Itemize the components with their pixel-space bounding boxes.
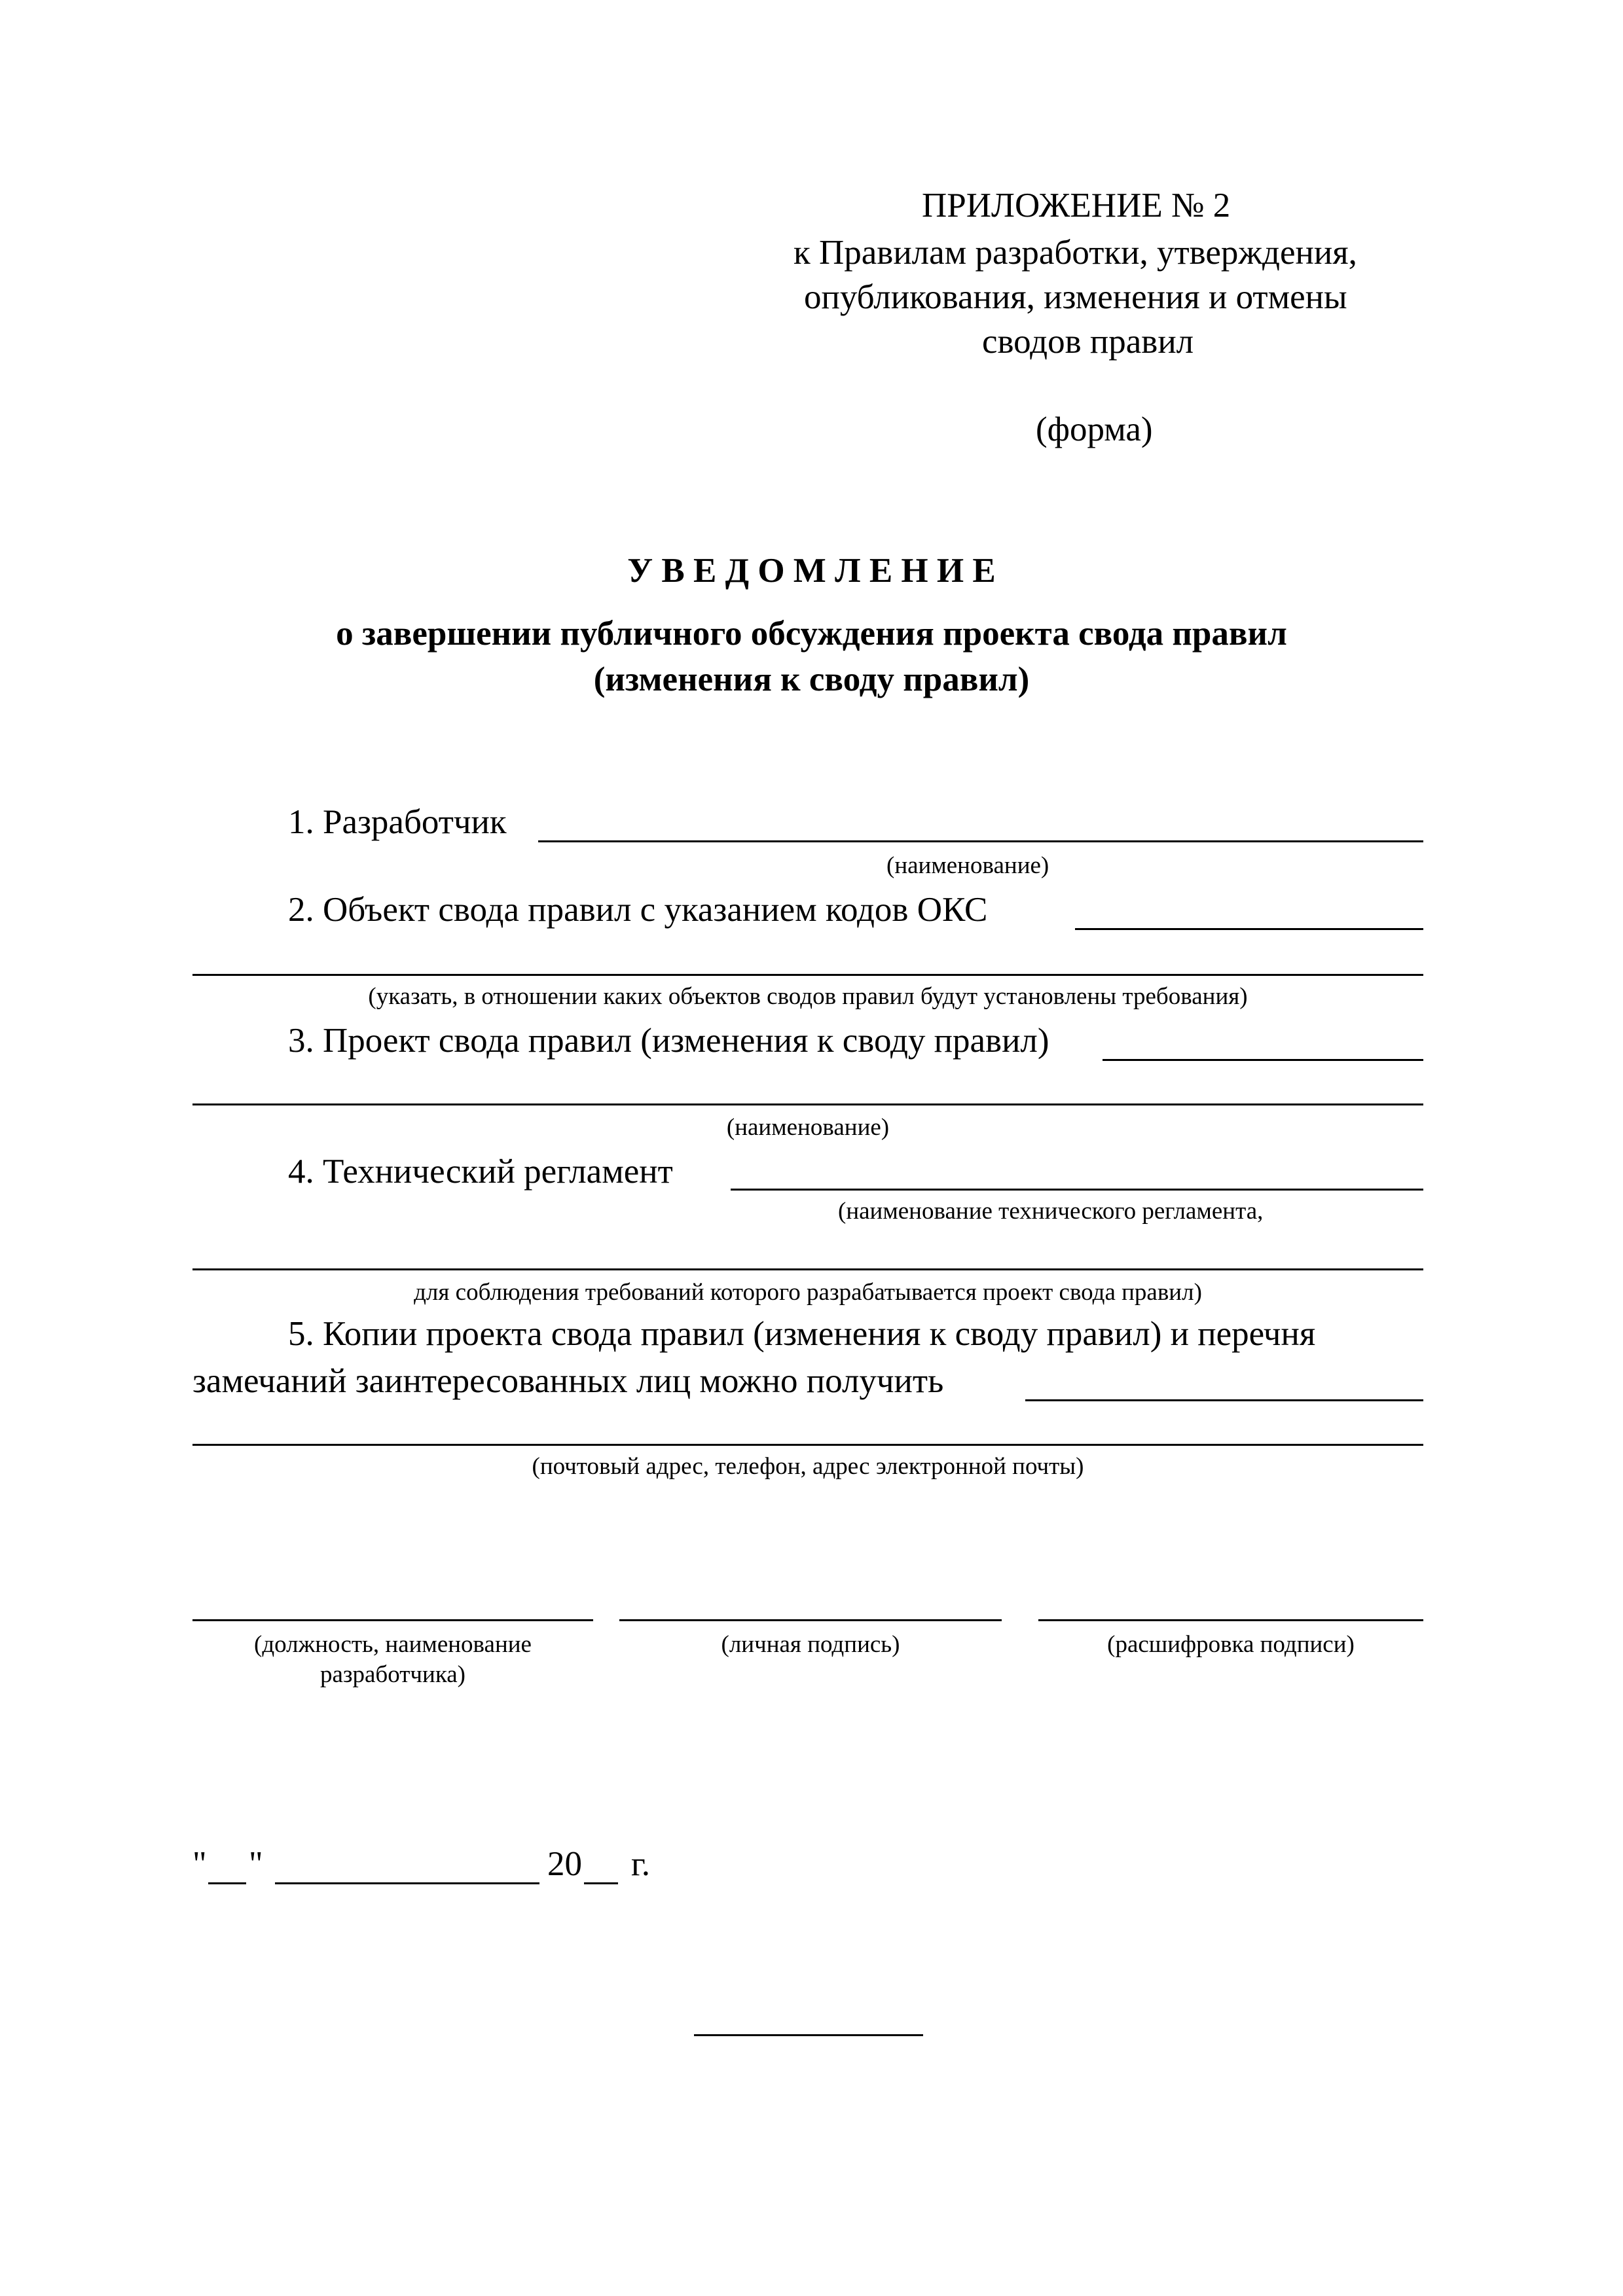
copies-input-line[interactable] (1025, 1399, 1423, 1401)
draft-input-line2[interactable] (192, 1103, 1423, 1105)
date-year-prefix: 20 (547, 1845, 582, 1883)
copies-input-line2[interactable] (192, 1444, 1423, 1446)
document-subtitle-line2: (изменения к своду правил) (593, 660, 1030, 698)
document-subtitle-line1: о завершении публичного обсуждения проекта свода правил (336, 615, 1287, 653)
appendix-reference-line1: к Правилам разработки, утверждения, (793, 234, 1357, 272)
draft-hint: (наименование) (726, 1114, 890, 1141)
draft-label: 3. Проект свода правил (изменения к своду правил) (288, 1022, 1049, 1060)
date-year-input-line[interactable] (584, 1882, 618, 1884)
copies-label-line1: 5. Копии проекта свода правил (изменения к своду правил) и перечня (288, 1315, 1316, 1353)
date-open-quote: " (192, 1845, 207, 1883)
developer-input-line[interactable] (538, 840, 1423, 842)
developer-label: 1. Разработчик (288, 803, 507, 841)
developer-hint: (наименование) (886, 852, 1049, 879)
closing-rule (694, 2034, 923, 2036)
position-hint-line1: (должность, наименование (254, 1631, 532, 1658)
date-year-suffix: г. (631, 1845, 651, 1883)
date-close-quote: " (249, 1845, 263, 1883)
appendix-reference-line3: сводов правил (982, 323, 1194, 361)
object-codes-label: 2. Объект свода правил с указанием кодов ОКС (288, 891, 988, 929)
signature-decoding-input-line[interactable] (1038, 1619, 1423, 1621)
signature-input-line[interactable] (619, 1619, 1002, 1621)
signature-hint: (личная подпись) (721, 1631, 900, 1658)
copies-hint: (почтовый адрес, телефон, адрес электронной почты) (532, 1453, 1084, 1480)
position-hint-line2: разработчика) (319, 1661, 466, 1688)
date-day-input-line[interactable] (208, 1882, 246, 1884)
tech-regulation-hint1: (наименование технического регламента, (838, 1198, 1264, 1225)
position-input-line[interactable] (192, 1619, 593, 1621)
form-label: (форма) (1036, 410, 1153, 448)
tech-regulation-input-line[interactable] (731, 1189, 1423, 1191)
date-month-input-line[interactable] (275, 1882, 539, 1884)
appendix-title: ПРИЛОЖЕНИЕ № 2 (922, 187, 1231, 224)
copies-label-line2: замечаний заинтересованных лиц можно получить (192, 1362, 944, 1400)
tech-regulation-hint2: для соблюдения требований которого разрабатывается проект свода правил) (414, 1279, 1202, 1306)
object-codes-hint: (указать, в отношении каких объектов сводов правил будут установлены требования) (368, 983, 1248, 1010)
object-codes-input-line2[interactable] (192, 974, 1423, 976)
object-codes-input-line[interactable] (1075, 928, 1423, 930)
document-title: У В Е Д О М Л Е Н И Е (627, 552, 996, 590)
signature-decoding-hint: (расшифровка подписи) (1107, 1631, 1355, 1658)
draft-input-line[interactable] (1103, 1059, 1423, 1061)
tech-regulation-label: 4. Технический регламент (288, 1153, 673, 1191)
tech-regulation-input-line2[interactable] (192, 1268, 1423, 1270)
appendix-reference-line2: опубликования, изменения и отмены (804, 278, 1347, 316)
